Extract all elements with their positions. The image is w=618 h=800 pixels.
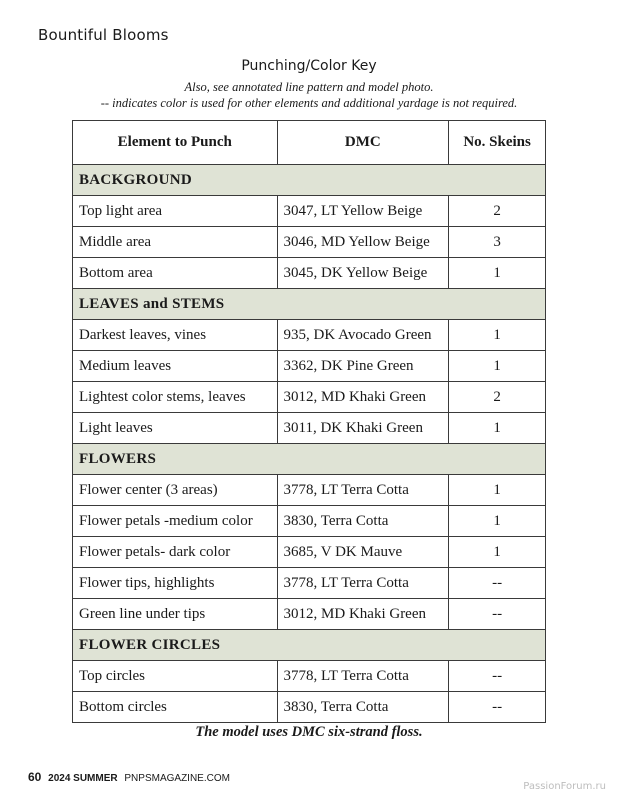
table-header-row: [73, 121, 546, 165]
table-row: [73, 661, 546, 692]
floss-note: The model uses DMC six-strand floss.: [195, 724, 423, 740]
dmc-cell: 3046, MD Yellow Beige: [277, 227, 449, 258]
element-cell: Flower tips, highlights: [73, 568, 278, 599]
element-cell: Light leaves: [73, 413, 278, 444]
section-title: BACKGROUND: [73, 165, 546, 196]
element-cell: Darkest leaves, vines: [73, 320, 278, 351]
skeins-cell: 1: [449, 537, 546, 568]
column-header-skeins: No. Skeins: [449, 121, 546, 165]
element-cell: Lightest color stems, leaves: [73, 382, 278, 413]
table-row: [73, 413, 546, 444]
watermark: PassionForum.ru: [523, 781, 606, 792]
page-folio: [28, 770, 230, 784]
skeins-cell: 1: [449, 320, 546, 351]
table-row: [73, 351, 546, 382]
table-row: [73, 196, 546, 227]
dmc-cell: 3778, LT Terra Cotta: [277, 568, 449, 599]
element-cell: Flower center (3 areas): [73, 475, 278, 506]
section-title: LEAVES and STEMS: [73, 289, 546, 320]
skeins-cell: --: [449, 568, 546, 599]
element-cell: Flower petals -medium color: [73, 506, 278, 537]
skeins-cell: 1: [449, 351, 546, 382]
issue-season: 2024 SUMMER: [48, 773, 118, 784]
skeins-cell: --: [449, 661, 546, 692]
column-header-element: Element to Punch: [73, 121, 278, 165]
table-row: [73, 475, 546, 506]
dmc-cell: 3685, V DK Mauve: [277, 537, 449, 568]
dmc-cell: 3830, Terra Cotta: [277, 692, 449, 723]
dmc-cell: 3012, MD Khaki Green: [277, 382, 449, 413]
skeins-cell: 1: [449, 413, 546, 444]
table-row: [73, 258, 546, 289]
table-row: [73, 320, 546, 351]
key-note-2: -- indicates color is used for other elements and additional yardage is not required.: [100, 96, 518, 110]
section-row-background: [73, 165, 546, 196]
skeins-cell: 3: [449, 227, 546, 258]
skeins-cell: 1: [449, 258, 546, 289]
element-cell: Medium leaves: [73, 351, 278, 382]
element-cell: Top circles: [73, 661, 278, 692]
table-row: [73, 506, 546, 537]
brand-title: Bountiful Blooms: [38, 26, 169, 44]
skeins-cell: 2: [449, 196, 546, 227]
magazine-site: PNPSMAGAZINE.COM: [124, 773, 230, 784]
section-row-leaves-stems: [73, 289, 546, 320]
section-row-flower-circles: [73, 630, 546, 661]
dmc-cell: 3012, MD Khaki Green: [277, 599, 449, 630]
skeins-cell: --: [449, 692, 546, 723]
color-key-table: [72, 120, 546, 723]
skeins-cell: 2: [449, 382, 546, 413]
dmc-cell: 935, DK Avocado Green: [277, 320, 449, 351]
dmc-cell: 3778, LT Terra Cotta: [277, 475, 449, 506]
element-cell: Middle area: [73, 227, 278, 258]
element-cell: Top light area: [73, 196, 278, 227]
page-number: 60: [28, 770, 42, 784]
section-title: FLOWER CIRCLES: [73, 630, 546, 661]
dmc-cell: 3778, LT Terra Cotta: [277, 661, 449, 692]
element-cell: Flower petals- dark color: [73, 537, 278, 568]
column-header-dmc: DMC: [277, 121, 449, 165]
key-title: Punching/Color Key: [241, 58, 377, 74]
skeins-cell: 1: [449, 506, 546, 537]
element-cell: Green line under tips: [73, 599, 278, 630]
dmc-cell: 3011, DK Khaki Green: [277, 413, 449, 444]
table-row: [73, 227, 546, 258]
table-row: [73, 599, 546, 630]
section-title: FLOWERS: [73, 444, 546, 475]
table-row: [73, 537, 546, 568]
dmc-cell: 3362, DK Pine Green: [277, 351, 449, 382]
dmc-cell: 3047, LT Yellow Beige: [277, 196, 449, 227]
key-note-1: Also, see annotated line pattern and model photo.: [184, 80, 434, 94]
dmc-cell: 3045, DK Yellow Beige: [277, 258, 449, 289]
skeins-cell: --: [449, 599, 546, 630]
table-row: [73, 382, 546, 413]
table-row: [73, 692, 546, 723]
element-cell: Bottom area: [73, 258, 278, 289]
dmc-cell: 3830, Terra Cotta: [277, 506, 449, 537]
table-row: [73, 568, 546, 599]
element-cell: Bottom circles: [73, 692, 278, 723]
skeins-cell: 1: [449, 475, 546, 506]
section-row-flowers: [73, 444, 546, 475]
